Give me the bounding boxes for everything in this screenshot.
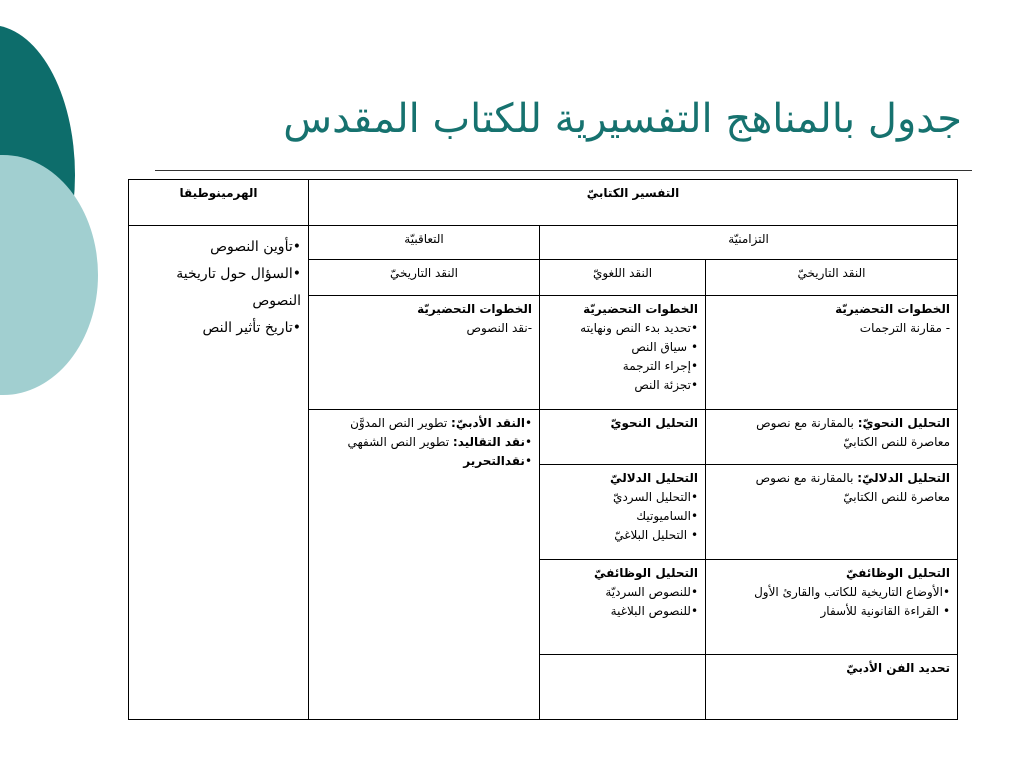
list-item: • السؤال حول تاريخية النصوص bbox=[136, 261, 301, 315]
slide-title: جدول بالمناهج التفسيرية للكتاب المقدس bbox=[283, 96, 962, 142]
header-historical-criticism-diachronic: النقد التاريخيّ bbox=[309, 259, 540, 295]
syntax-analysis-historical: التحليل النحويّ: بالمقارنة مع نصوص معاصرة للنص الكتابيّ bbox=[706, 409, 958, 464]
header-linguistic-criticism: النقد اللغويّ bbox=[540, 259, 706, 295]
header-synchronic: التزامنيّة bbox=[540, 226, 958, 259]
functional-analysis-linguistic: التحليل الوظائفيّ • للنصوص السرديّة • للنصوص البلاغية bbox=[540, 559, 706, 655]
literary-genre-cell: تحديد الفن الأدبيّ bbox=[706, 655, 958, 720]
functional-analysis-historical: التحليل الوظائفيّ • الأوضاع التاريخية للكاتب والقارئ الأول • القراءة القانونية للأسفار bbox=[706, 559, 958, 655]
exegesis-methods-table bbox=[128, 179, 958, 720]
prep-steps-linguistic: الخطوات التحضيريّة • تحديد بدء النص ونهايته • سياق النص • إجراء الترجمة • تجزئة النص bbox=[540, 295, 706, 409]
semantic-analysis-linguistic: التحليل الدلاليّ • التحليل السرديّ • الساميوتيك • التحليل البلاغيّ bbox=[540, 465, 706, 560]
list-item: • تأوين النصوص bbox=[136, 234, 301, 261]
prep-steps-historical-diachronic: الخطوات التحضيريّة - نقد النصوص bbox=[309, 295, 540, 409]
header-diachronic: التعاقبيّة bbox=[309, 226, 540, 259]
prep-steps-historical-synchronic: الخطوات التحضيريّة - مقارنة الترجمات bbox=[706, 295, 958, 409]
syntax-analysis-linguistic: التحليل النحويّ bbox=[540, 409, 706, 464]
hermeneutics-cell bbox=[129, 226, 309, 720]
semantic-analysis-historical: التحليل الدلاليّ: بالمقارنة مع نصوص معاصرة للنص الكتابيّ bbox=[706, 465, 958, 560]
title-underline bbox=[155, 170, 972, 171]
header-hermeneutics: الهرمينوطيقا bbox=[129, 180, 309, 226]
table-row bbox=[129, 180, 958, 226]
empty-cell bbox=[540, 655, 706, 720]
table-row bbox=[129, 226, 958, 259]
list-item: • تاريخ تأثير النص bbox=[136, 315, 301, 342]
diachronic-criticism-cell: • النقد الأدبيّ: تطوير النص المدوَّن • نقد التقاليد: تطوير النص الشفهي • نقدالتحرير bbox=[309, 409, 540, 719]
header-historical-criticism-synchronic: النقد التاريخيّ bbox=[706, 259, 958, 295]
header-biblical-exegesis: التفسير الكتابيّ bbox=[309, 180, 958, 226]
decorative-circle-light bbox=[0, 155, 98, 395]
hermeneutics-list bbox=[136, 234, 301, 342]
